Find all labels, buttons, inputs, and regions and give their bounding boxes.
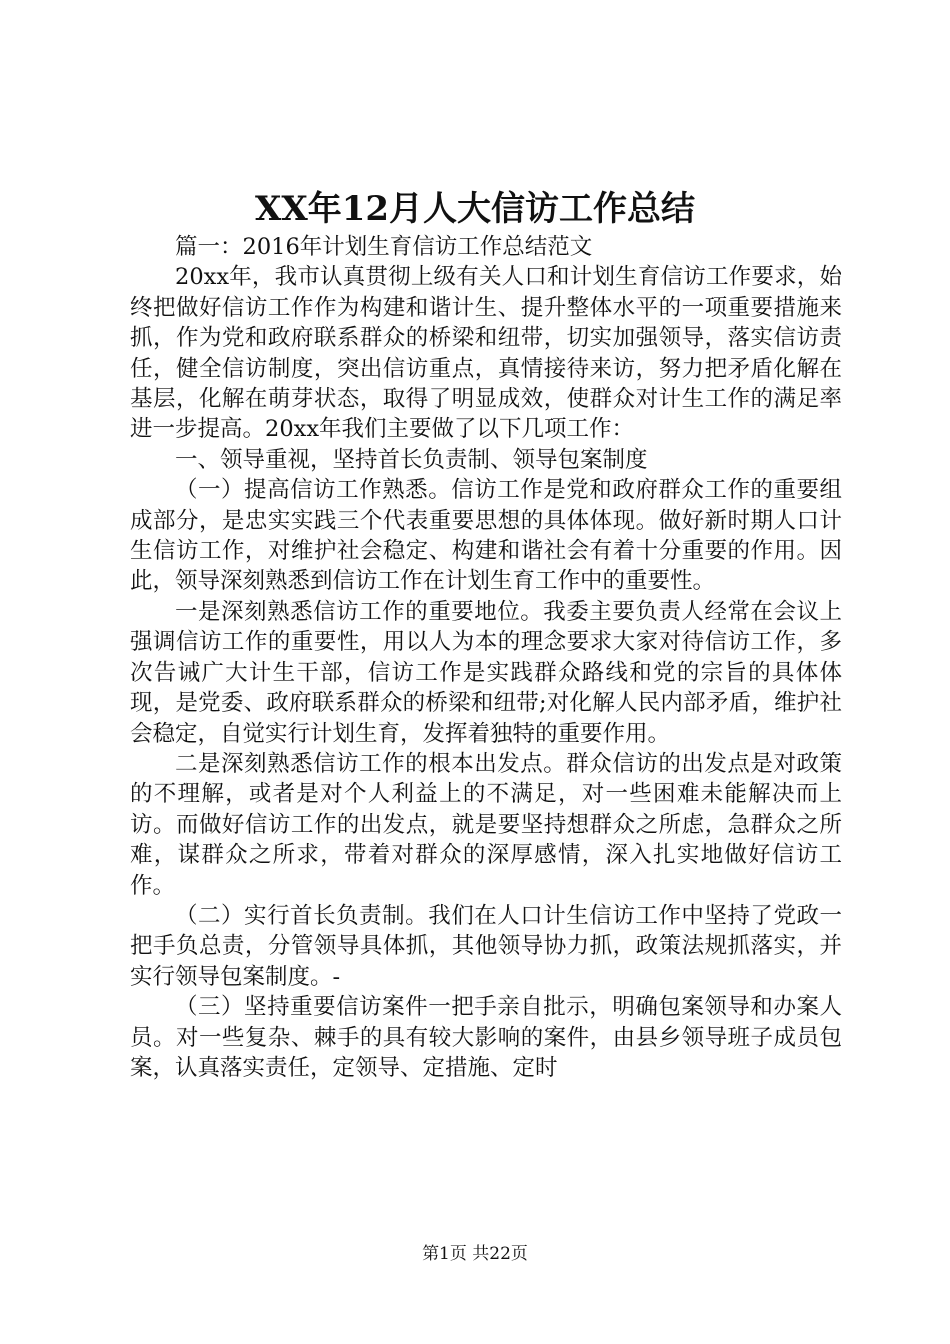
document-body	[130, 232, 842, 1083]
paragraph: （三）坚持重要信访案件一把手亲自批示，明确包案领导和办案人员。对一些复杂、棘手的具有较大影响的案件，由县乡领导班子成员包案，认真落实责任，定领导、定措施、定时	[130, 994, 842, 1081]
paragraph: （二）实行首长负责制。我们在人口计生信访工作中坚持了党政一把手负总责，分管领导具体抓，其他领导协力抓，政策法规抓落实，并实行领导包案制度。-	[130, 902, 842, 990]
section-subtitle: 篇一：2016年计划生育信访工作总结范文	[175, 234, 593, 260]
page-footer: 第1页 共22页	[422, 1244, 528, 1264]
paragraph: 一是深刻熟悉信访工作的重要地位。我委主要负责人经常在会议上强调信访工作的重要性，用以人为本的理念要求大家对待信访工作，多次告诫广大计生干部，信访工作是实践群众路线和党的宗旨的具体体现，是党委、政府联系群众的桥梁和纽带;对化解人民内部矛盾，维护社会稳定，自觉实行计划生育，发挥着独特的重要作用。	[130, 598, 842, 747]
document-title: XX年12月人大信访工作总结	[254, 189, 696, 229]
paragraph: 20xx年，我市认真贯彻上级有关人口和计划生育信访工作要求，始终把做好信访工作作为构建和谐计生、提升整体水平的一项重要措施来抓，作为党和政府联系群众的桥梁和纽带，切实加强领导，落实信访责任，健全信访制度，突出信访重点，真情接待来访，努力把矛盾化解在基层，化解在萌芽状态，取得了明显成效，使群众对计生工作的满足率进一步提高。20xx年我们主要做了以下几项工作：	[130, 264, 842, 443]
paragraph: 二是深刻熟悉信访工作的根本出发点。群众信访的出发点是对政策的不理解，或者是对个人利益上的不满足，对一些困难未能解决而上访。而做好信访工作的出发点，就是要坚持想群众之所虑，急群众之所难，谋群众之所求，带着对群众的深厚感情，深入扎实地做好信访工作。	[130, 750, 842, 899]
paragraph: （一）提高信访工作熟悉。信访工作是党和政府群众工作的重要组成部分，是忠实实践三个代表重要思想的具体体现。做好新时期人口计生信访工作，对维护社会稳定、构建和谐社会有着十分重要的作用。因此，领导深刻熟悉到信访工作在计划生育工作中的重要性。	[130, 477, 842, 595]
section-heading: 一、领导重视，坚持首长负责制、领导包案制度	[175, 446, 648, 473]
